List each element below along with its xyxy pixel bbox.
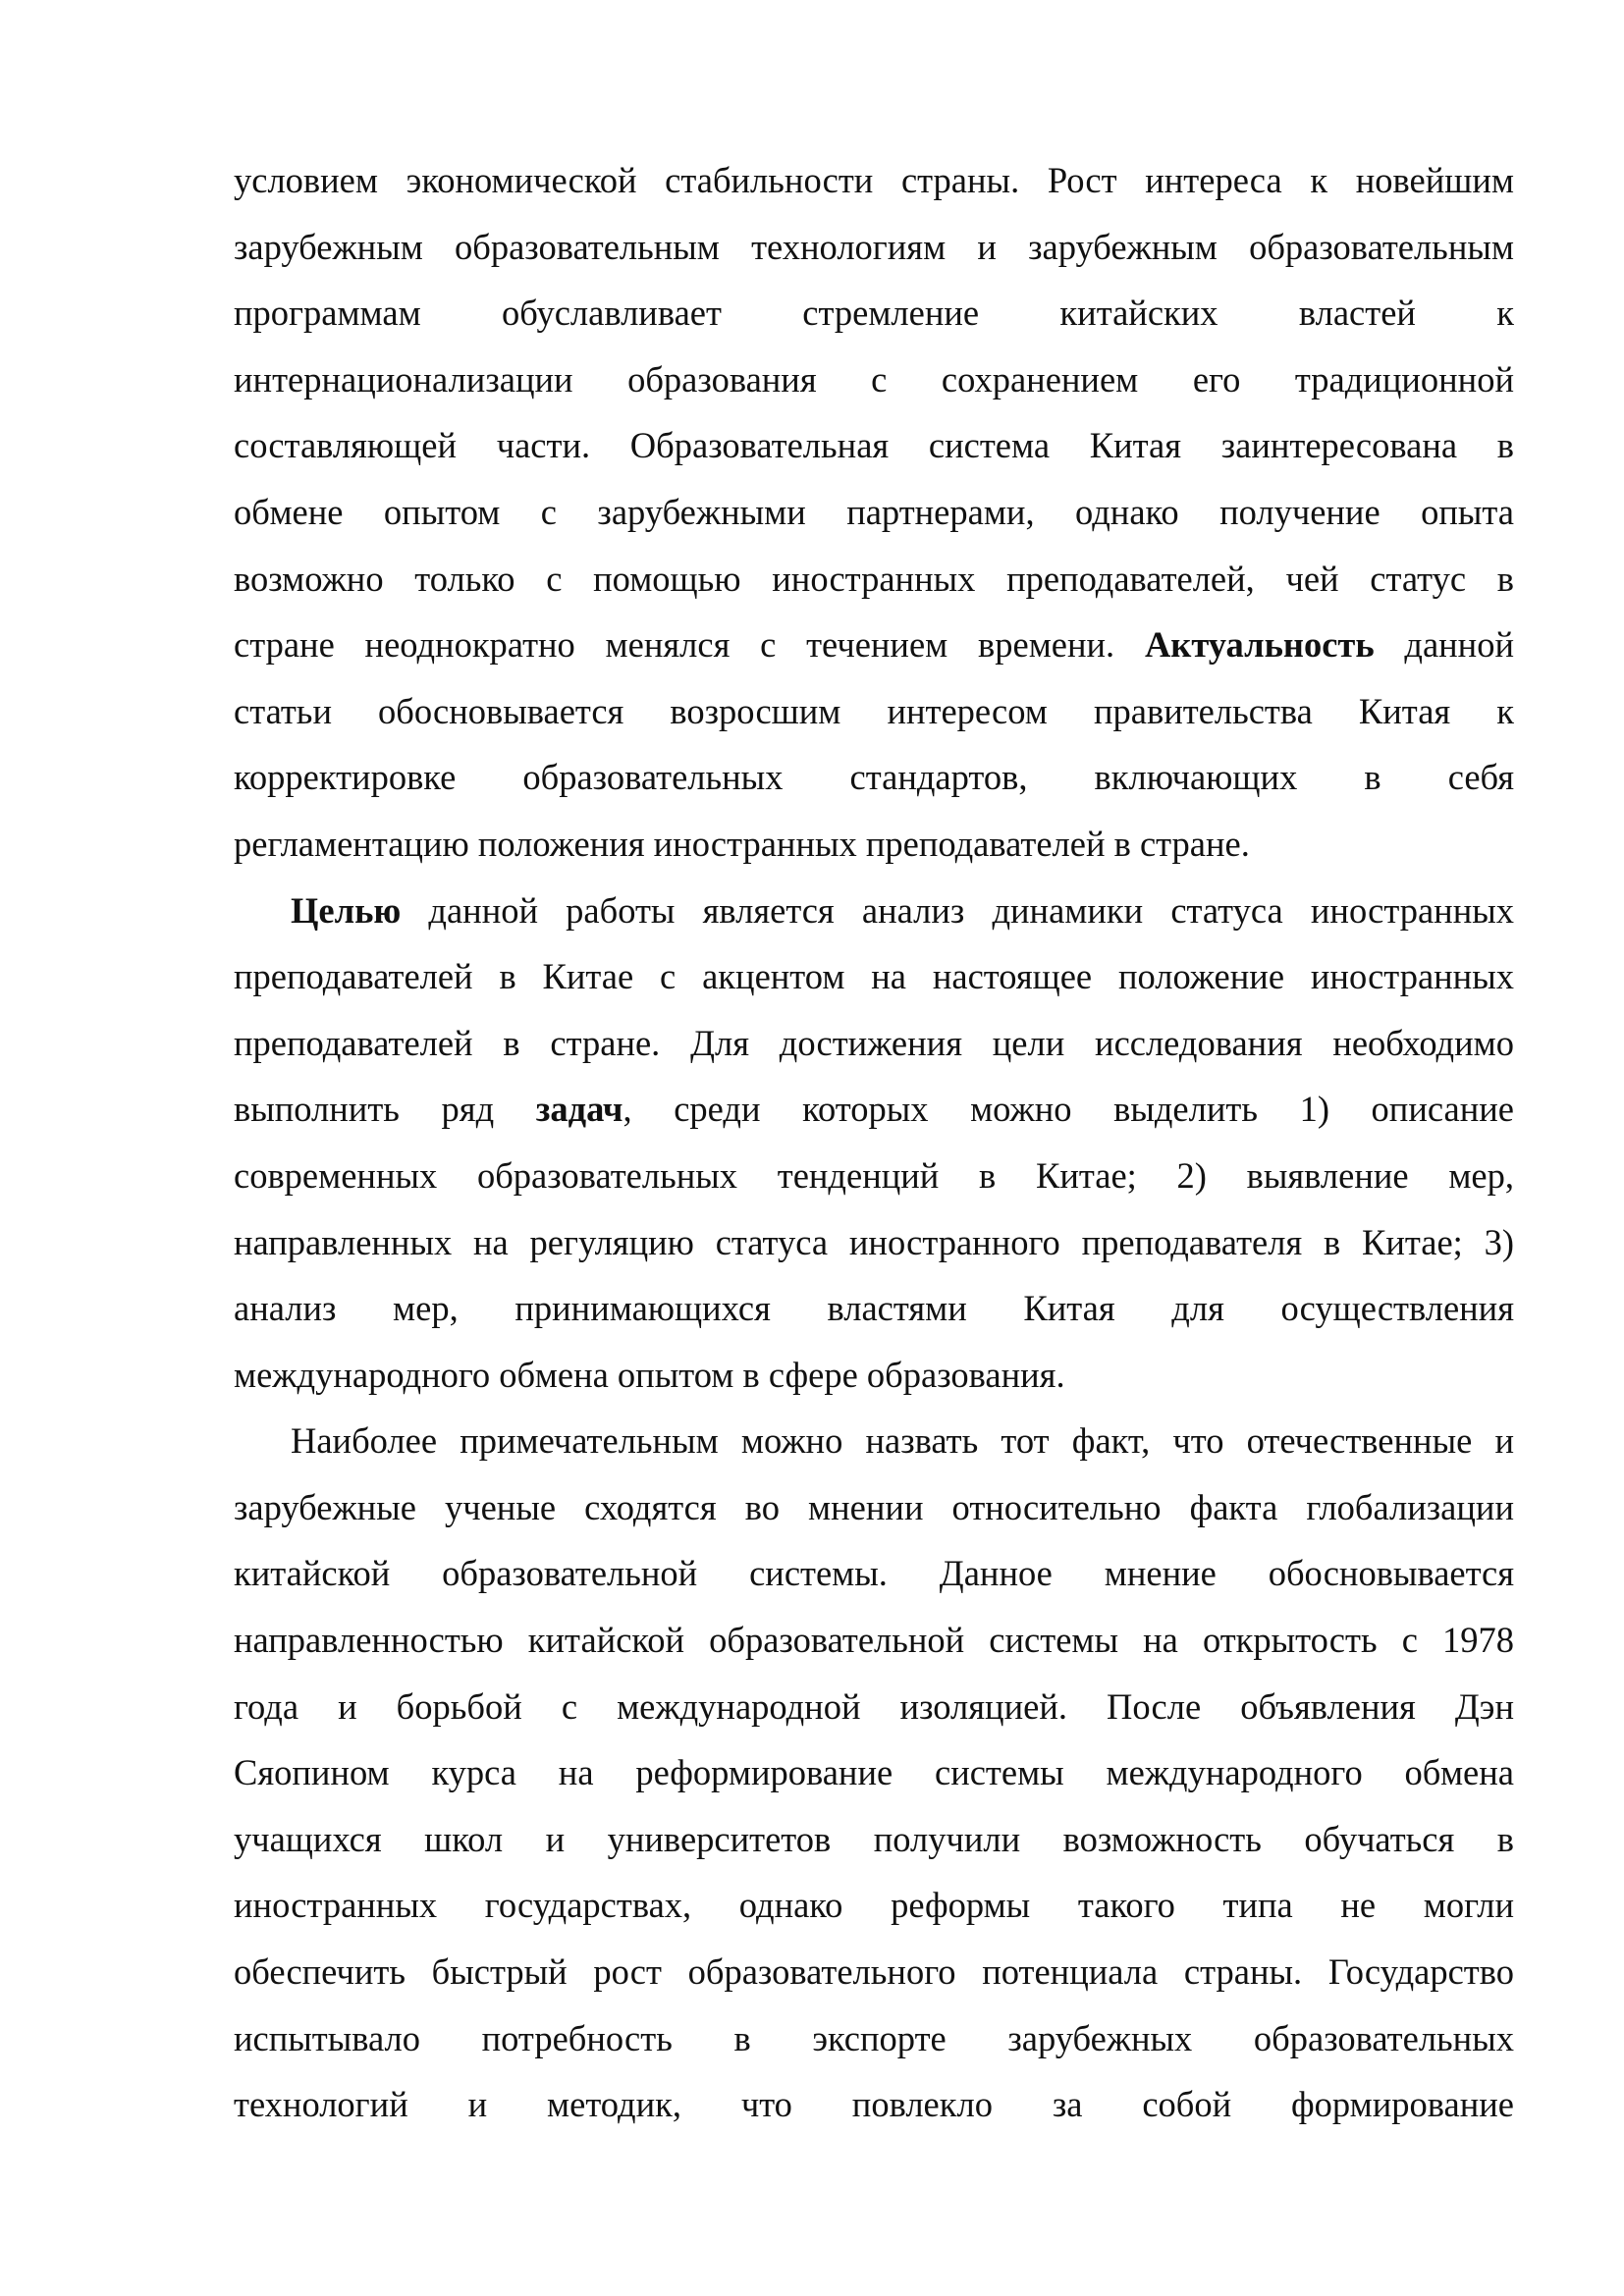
text-line [234,1275,1514,1342]
paragraph-p3 [234,1408,1514,2138]
text-line [234,1209,1514,1276]
text-run: статьи обосновывается возросшим интересом правительства Китая к [234,690,1514,731]
bold-term: задач [535,1089,623,1130]
text-run: технологий и методик, что повлекло за собой формирование [234,2084,1514,2125]
text-line [234,1739,1514,1806]
text-run: учащихся школ и университетов получили возможность обучаться в [234,1818,1514,1859]
text-line [234,1872,1514,1939]
text-run: испытывало потребность в экспорте зарубежных образовательных [234,2017,1514,2058]
text-run: направленностью китайской образовательной системы на открытость с 1978 [234,1620,1514,1661]
text-line [234,214,1514,281]
text-line [234,1342,1514,1409]
text-line [234,1939,1514,2005]
text-run: составляющей части. Образовательная система Китая заинтересована в [234,425,1514,466]
text-run: зарубежные ученые сходятся во мнении относительно факта глобализации [234,1486,1514,1527]
text-line [234,678,1514,745]
text-run: корректировке образовательных стандартов, включающих в себя [234,757,1514,798]
bold-term: Целью [291,889,402,931]
text-run: анализ мер, принимающихся властями Китая для осуществления [234,1288,1514,1329]
text-run: регламентацию положения иностранных преподавателей в стране. [234,823,1250,864]
text-run: обеспечить быстрый рост образовательного потенциала страны. Государство [234,1951,1514,1993]
text-run: года и борьбой с международной изоляцией. После объявления Дэн [234,1685,1514,1727]
text-line [234,412,1514,479]
text-line [234,744,1514,811]
text-run: преподавателей в Китае с акцентом на настоящее положение иностранных [234,956,1514,997]
text-run: Сяопином курса на реформирование системы международного обмена [234,1752,1514,1793]
bold-term: Актуальность [1144,624,1375,666]
text-line [234,147,1514,214]
text-run: китайской образовательной системы. Данное мнение обосновывается [234,1553,1514,1594]
text-line [234,612,1514,678]
text-line [234,1474,1514,1541]
text-line [234,347,1514,413]
text-run: современных образовательных тенденций в Китае; 2) выявление мер, [234,1154,1514,1196]
text-line [234,1674,1514,1740]
text-line [234,1607,1514,1674]
text-line [234,2005,1514,2072]
text-run: зарубежным образовательным технологиям и зарубежным образовательным [234,226,1514,267]
text-line [234,1076,1514,1143]
document-page [234,147,1514,2138]
text-line [234,811,1514,878]
text-line [234,546,1514,613]
text-run: данной работы является анализ динамики статуса иностранных [401,889,1514,931]
text-line [234,1408,1514,1474]
text-run: направленных на регуляцию статуса иностранного преподавателя в Китае; 3) [234,1221,1514,1262]
text-run: возможно только с помощью иностранных преподавателей, чей статус в [234,558,1514,599]
paragraph-p2 [234,878,1514,1409]
text-line [234,1806,1514,1873]
text-line [234,1540,1514,1607]
text-line [234,2071,1514,2138]
text-line [234,1010,1514,1077]
paragraph-p1 [234,147,1514,878]
text-run: , среди которых можно выделить 1) описание [623,1089,1514,1130]
text-line [234,479,1514,546]
text-run: условием экономической стабильности страны. Рост интереса к новейшим [234,160,1514,200]
text-run: данной [1374,624,1515,666]
text-run: преподавателей в стране. Для достижения цели исследования необходимо [234,1022,1514,1063]
text-line [234,878,1514,944]
text-line [234,280,1514,347]
text-run: выполнить ряд [234,1089,536,1130]
text-run: международного обмена опытом в сфере образования. [234,1354,1065,1395]
text-run: Наиболее примечательным можно назвать тот факт, что отечественные и [291,1420,1514,1462]
text-run: стране неоднократно менялся с течением времени. [234,624,1145,666]
text-line [234,943,1514,1010]
text-line [234,1143,1514,1209]
text-run: интернационализации образования с сохранением его традиционной [234,358,1514,400]
text-run: иностранных государствах, однако реформы такого типа не могли [234,1885,1514,1926]
text-run: обмене опытом с зарубежными партнерами, однако получение опыта [234,491,1514,532]
text-run: программам обуславливает стремление китайских властей к [234,293,1514,334]
